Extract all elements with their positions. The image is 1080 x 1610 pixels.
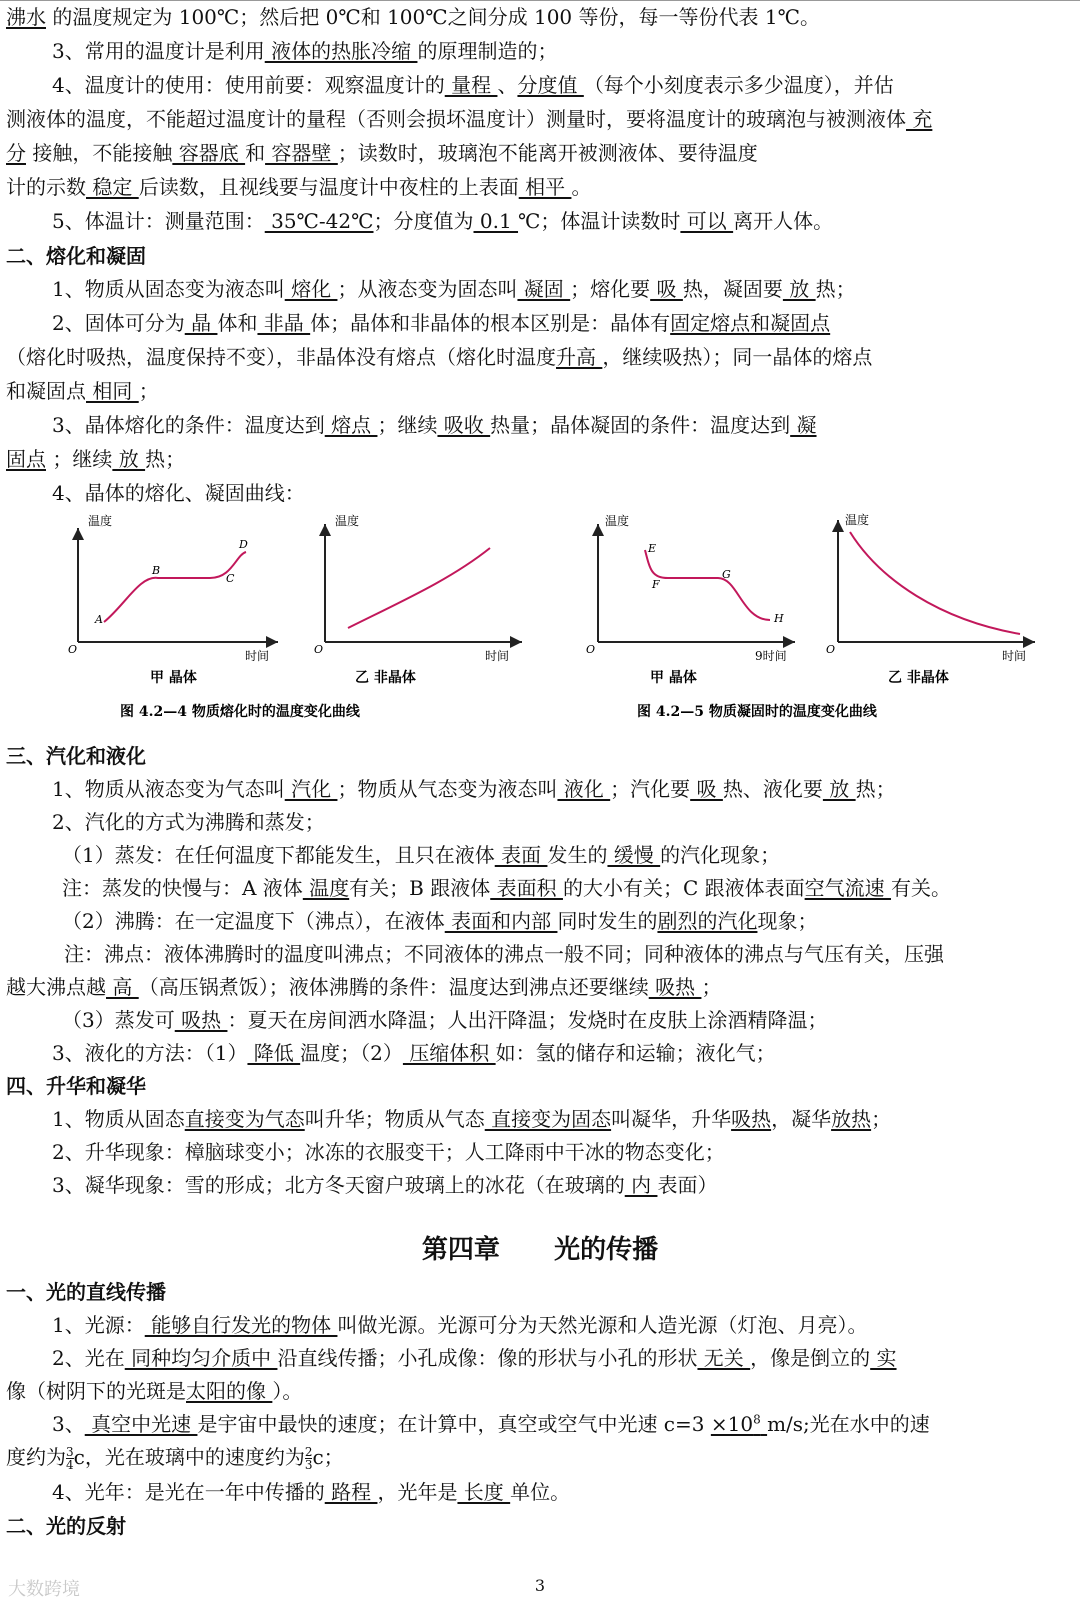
text-segment: 有关。 xyxy=(890,876,951,900)
text-line xyxy=(6,443,1074,475)
fill-blank-answer: 固点 xyxy=(6,447,46,471)
fill-blank-answer: 可以 xyxy=(680,209,734,233)
text-segment: 越大沸点越 xyxy=(6,975,106,999)
text-segment: 热、液化要 xyxy=(722,777,823,801)
fill-blank-answer: 路程 xyxy=(324,1480,378,1504)
text-segment: 3、晶体熔化的条件：温度达到 xyxy=(52,413,325,437)
chart-label: 甲 晶体 xyxy=(150,670,197,686)
fill-blank-answer: 相平 xyxy=(518,175,572,199)
text-segment: 2、升华现象：樟脑球变小；冰冻的衣服变干；人工降雨中干冰的物态变化； xyxy=(52,1140,725,1164)
text-segment: 注：蒸发的快慢与：A 液体 xyxy=(62,876,303,900)
text-line xyxy=(6,69,1074,101)
text-segment: 1、物质从液态变为气态叫 xyxy=(52,777,285,801)
text-segment: （2）沸腾：在一定温度下（沸点），在液体 xyxy=(62,909,445,933)
origin-label: O xyxy=(826,643,836,656)
origin-label: O xyxy=(586,643,596,656)
text-segment: （3）蒸发可 xyxy=(62,1008,175,1032)
text-line xyxy=(6,1169,1074,1201)
chart-label: 乙 非晶体 xyxy=(888,670,949,686)
curve-freeze-crystal xyxy=(645,550,770,620)
text-segment: 的大小有关；C 跟液体表面 xyxy=(562,876,805,900)
fill-blank-answer: 量程 xyxy=(444,73,498,97)
section-heading xyxy=(6,1510,1074,1542)
chart-label: 乙 非晶体 xyxy=(355,670,416,686)
text-line xyxy=(6,137,1074,169)
text-segment: 1、物质从固态 xyxy=(52,1107,185,1131)
fill-blank-answer: 表面积 xyxy=(490,876,563,900)
text-line xyxy=(6,806,1074,838)
section-heading xyxy=(6,740,1074,772)
y-axis-label: 温度 xyxy=(605,514,630,528)
fill-blank-answer: 实 xyxy=(870,1346,897,1370)
fill-blank-answer: 同种均匀介质中 xyxy=(124,1346,278,1370)
text-segment: 注：沸点：液体沸腾时的温度叫沸点；不同液体的沸点一般不同；同种液体的沸点与气压有关，压强 xyxy=(64,942,944,966)
section-heading xyxy=(6,1070,1074,1102)
text-segment: 接触，不能接触 xyxy=(26,141,173,165)
text-segment: （1）蒸发：在任何温度下都能发生，且只在液体 xyxy=(62,843,495,867)
fill-blank-answer: 吸热 xyxy=(648,975,702,999)
curve-freeze-amorphous xyxy=(850,532,1020,634)
section-heading xyxy=(6,240,1074,272)
fill-blank-answer: 压缩体积 xyxy=(402,1041,496,1065)
fill-blank-answer: 分度值 xyxy=(517,73,584,97)
text-segment: 温度；（2） xyxy=(300,1041,403,1065)
text-segment: ，像是倒立的 xyxy=(750,1346,871,1370)
text-line xyxy=(6,971,1074,1003)
text-line xyxy=(6,103,1074,135)
text-line xyxy=(6,273,1074,305)
fill-blank-answer: 晶 xyxy=(184,311,218,335)
fill-blank-answer: 吸热 xyxy=(731,1107,772,1131)
blank: 真空中光速 xyxy=(84,1412,198,1436)
text-segment: ；继续 xyxy=(46,447,113,471)
chart-melt-amorphous xyxy=(314,513,522,686)
point-label-h: H xyxy=(774,612,784,625)
figure-caption-melt: 图 4.2—4 物质熔化时的温度变化曲线 xyxy=(120,704,360,720)
text-line xyxy=(6,872,1074,904)
text-segment: 的温度规定为 100℃；然后把 0℃和 100℃之间分成 100 等份，每一等份代表 1℃。 xyxy=(46,5,820,29)
fill-blank-answer: 充 xyxy=(906,107,933,131)
text-segment: ；从液态变为固态叫 xyxy=(337,277,518,301)
text-segment: 4、光年：是光在一年中传播的 xyxy=(52,1480,325,1504)
text-line xyxy=(6,1309,1074,1341)
origin-label: O xyxy=(68,643,78,656)
fill-blank-answer: 35℃-42℃ xyxy=(264,209,374,233)
fill-blank-answer: 凝 xyxy=(790,413,817,437)
fill-blank-answer: 汽化 xyxy=(284,777,338,801)
text-segment: 3、液化的方法：（1） xyxy=(52,1041,248,1065)
fill-blank-answer: 表面和内部 xyxy=(444,909,558,933)
text-segment: ；分度值为 xyxy=(373,209,474,233)
text-segment: 的原理制造的； xyxy=(417,39,558,63)
text-segment: ；读数时，玻璃泡不能离开被测液体、要待温度 xyxy=(337,141,758,165)
text-segment: ，继续吸热）；同一晶体的熔点 xyxy=(602,345,873,369)
point-label-a: A xyxy=(95,613,103,626)
fill-blank-answer: 无关 xyxy=(697,1346,751,1370)
text-segment: ，光年是 xyxy=(377,1480,458,1504)
text-line xyxy=(6,1037,1074,1069)
text-segment: 表面） xyxy=(657,1173,718,1197)
figure-caption-freeze: 图 4.2—5 物质凝固时的温度变化曲线 xyxy=(637,704,877,720)
text-line xyxy=(6,1476,1074,1508)
x-axis-label: 时间 xyxy=(245,649,270,663)
text-segment: 叫凝华，升华 xyxy=(611,1107,732,1131)
text-segment: 热，凝固要 xyxy=(682,277,783,301)
fill-blank-answer: 沸水 xyxy=(6,5,46,29)
text-segment: 2、汽化的方式为沸腾和蒸发； xyxy=(52,810,325,834)
fill-blank-answer: 液化 xyxy=(557,777,611,801)
fill-blank-answer: 容器底 xyxy=(172,141,246,165)
text-segment: ； xyxy=(701,975,722,999)
text-segment: ℃；体温计读数时 xyxy=(518,209,681,233)
text-segment: 的汽化现象； xyxy=(660,843,781,867)
text-segment: ：夏天在房间洒水降温；人出汗降温；发烧时在皮肤上涂酒精降温； xyxy=(227,1008,828,1032)
fill-blank-answer: 非晶 xyxy=(257,311,311,335)
text-segment: 同时发生的 xyxy=(557,909,658,933)
x-axis-label: 时间 xyxy=(485,649,510,663)
fill-blank-answer: 凝固 xyxy=(517,277,571,301)
fill-blank-answer: 吸热 xyxy=(174,1008,228,1032)
text-line xyxy=(6,205,1074,237)
text-line xyxy=(6,307,1074,339)
text-segment: 离开人体。 xyxy=(733,209,834,233)
text-segment: 4、晶体的熔化、凝固曲线： xyxy=(52,481,305,505)
text-segment: 体；晶体和非晶体的根本区别是：晶体有 xyxy=(310,311,671,335)
y-axis-label: 温度 xyxy=(335,514,360,528)
text-segment: 体和 xyxy=(217,311,258,335)
text-segment: 计的示数 xyxy=(6,175,86,199)
text-segment: 热量；晶体凝固的条件：温度达到 xyxy=(490,413,791,437)
text-segment: 、 xyxy=(497,73,518,97)
text-segment: 5、体温计：测量范围： xyxy=(52,209,265,233)
figure-temperature-curves xyxy=(0,510,1080,735)
chapter-title: 第四章 光的传播 xyxy=(421,1235,659,1265)
blank: $\times 10^8$ xyxy=(710,1412,761,1436)
text-segment: 沿直线传播；小孔成像：像的形状与小孔的形状 xyxy=(277,1346,698,1370)
text-segment: ； xyxy=(138,379,159,403)
fraction: $\frac{2}{3}$ xyxy=(304,1445,313,1472)
fill-blank-answer: 熔化 xyxy=(284,277,338,301)
fill-blank-answer: 相同 xyxy=(86,379,139,403)
text-line xyxy=(6,477,1074,509)
y-axis-label: 温度 xyxy=(88,514,113,528)
fill-blank-answer: 空气流速 xyxy=(804,876,891,900)
text-segment: 3、常用的温度计是利用 xyxy=(52,39,265,63)
text-segment: ，凝华 xyxy=(771,1107,832,1131)
fill-blank-answer: 直接变为固态 xyxy=(484,1107,612,1131)
text-line xyxy=(6,1,1074,33)
fill-blank-answer: 剧烈的汽化 xyxy=(657,909,758,933)
fill-blank-answer: 吸收 xyxy=(437,413,491,437)
text-segment: ；物质从气态变为液态叫 xyxy=(337,777,558,801)
curve-melt-crystal xyxy=(104,552,246,622)
text-segment: 热； xyxy=(815,277,856,301)
text-segment: 二、光的反射 xyxy=(6,1514,126,1538)
fraction: $\frac{3}{4}$ xyxy=(66,1445,74,1472)
x-axis-label: 时间 xyxy=(1002,649,1027,663)
fill-blank-answer: 降低 xyxy=(247,1041,301,1065)
fill-blank-answer: 吸 xyxy=(690,777,723,801)
text-segment: ； xyxy=(871,1107,892,1131)
section-heading xyxy=(6,1276,1074,1308)
text-line xyxy=(6,839,1074,871)
text-line xyxy=(6,1342,1074,1374)
text-segment: 。 xyxy=(571,175,592,199)
text-line-light-speed: 3、 真空中光速 是宇宙中最快的速度；在计算中，真空或空气中光速 $c=3 \times 10^8$ m/s;光在水中的速 xyxy=(52,1412,930,1436)
text-line xyxy=(6,409,1074,441)
fill-blank-answer: 直接变为气态 xyxy=(184,1107,305,1131)
text-line xyxy=(6,171,1074,203)
x-axis-label: 9时间 xyxy=(755,649,787,663)
text-line-light-speed-2: 度约为 $\frac{3}{4}$ c，光在玻璃中的速度约为 $\frac{2}{3}$ c； xyxy=(6,1445,344,1472)
fill-blank-answer: 温度 xyxy=(302,876,350,900)
text-line xyxy=(6,1004,1074,1036)
text-segment: 叫做光源。光源可分为天然光源和人造光源（灯泡、月亮）。 xyxy=(337,1313,868,1337)
fill-blank-answer: 分 xyxy=(6,141,26,165)
text-segment: 如：氢的储存和运输；液化气； xyxy=(495,1041,776,1065)
text-segment: 2、固体可分为 xyxy=(52,311,185,335)
text-line xyxy=(6,341,1074,373)
fill-blank-answer: 稳定 xyxy=(86,175,139,199)
text-segment: 1、光源： xyxy=(52,1313,145,1337)
chart-label: 甲 晶体 xyxy=(650,670,697,686)
chart-freeze-amorphous xyxy=(826,512,1035,686)
fill-blank-answer: 固定熔点和凝固点 xyxy=(670,311,831,335)
watermark-logo: 大数跨境 xyxy=(8,1579,80,1600)
text-segment: 叫升华；物质从气态 xyxy=(304,1107,485,1131)
chart-melt-crystal xyxy=(68,513,278,686)
text-segment: （每个小刻度表示多少温度），并估 xyxy=(583,73,894,97)
origin-label: O xyxy=(314,643,324,656)
text-segment: 发生的 xyxy=(547,843,608,867)
point-label-f: F xyxy=(652,578,660,591)
fill-blank-answer: 长度 xyxy=(457,1480,511,1504)
text-line xyxy=(6,773,1074,805)
fill-blank-answer: 放 xyxy=(782,277,816,301)
text-segment: 有关；B 跟液体 xyxy=(349,876,491,900)
text-segment: ；汽化要 xyxy=(610,777,691,801)
fill-blank-answer: 放热 xyxy=(831,1107,872,1131)
fill-blank-answer: 放 xyxy=(112,447,146,471)
text-line xyxy=(6,905,1074,937)
fill-blank-answer: 熔点 xyxy=(324,413,378,437)
text-segment: 像（树阴下的光斑是 xyxy=(6,1379,186,1403)
point-label-d: D xyxy=(239,538,248,551)
text-line xyxy=(6,375,1074,407)
fill-blank-answer: 高 xyxy=(106,975,139,999)
fill-blank-answer: 太阳的像 xyxy=(186,1379,273,1403)
text-segment: 热； xyxy=(145,447,186,471)
text-segment: 四、升华和凝华 xyxy=(6,1074,146,1098)
text-segment: 热； xyxy=(855,777,896,801)
fill-blank-answer: 缓慢 xyxy=(607,843,661,867)
curve-melt-amorphous xyxy=(348,548,490,628)
text-segment: 二、熔化和凝固 xyxy=(6,244,146,268)
text-line xyxy=(6,938,1074,970)
text-segment: 和 xyxy=(245,141,266,165)
text-line xyxy=(6,1375,1074,1407)
text-segment: 4、温度计的使用：使用前要：观察温度计的 xyxy=(52,73,445,97)
text-segment: ；熔化要 xyxy=(570,277,651,301)
fill-blank-answer: 液体的热胀冷缩 xyxy=(264,39,418,63)
fill-blank-answer: 吸 xyxy=(650,277,683,301)
fill-blank-answer: 容器壁 xyxy=(265,141,338,165)
point-label-e: E xyxy=(648,542,657,555)
fill-blank-answer: 表面 xyxy=(494,843,548,867)
text-segment: ；继续 xyxy=(377,413,438,437)
fill-blank-answer: 能够自行发光的物体 xyxy=(144,1313,338,1337)
text-segment: 测液体的温度，不能超过温度计的量程（否则会损坏温度计）测量时，要将温度计的玻璃泡与被测液体 xyxy=(6,107,906,131)
fill-blank-answer: 放 xyxy=(822,777,856,801)
fill-blank-answer: 内 xyxy=(624,1173,658,1197)
text-segment: （高压锅煮饭）；液体沸腾的条件：温度达到沸点还要继续 xyxy=(138,975,649,999)
text-segment: 单位。 xyxy=(510,1480,571,1504)
point-label-c: C xyxy=(226,572,235,585)
text-segment: 1、物质从固态变为液态叫 xyxy=(52,277,285,301)
chart-freeze-crystal xyxy=(586,513,795,686)
point-label-b: B xyxy=(152,564,161,577)
text-segment: 3、凝华现象：雪的形成；北方冬天窗户玻璃上的冰花（在玻璃的 xyxy=(52,1173,625,1197)
point-label-g: G xyxy=(722,568,731,581)
y-axis-label: 温度 xyxy=(845,513,870,527)
text-line xyxy=(6,35,1074,67)
text-line xyxy=(6,1136,1074,1168)
text-segment: 三、汽化和液化 xyxy=(6,744,146,768)
text-segment: （熔化时吸热，温度保持不变），非晶体没有熔点（熔化时温度 xyxy=(6,345,556,369)
fill-blank-answer: 0.1 xyxy=(473,209,519,233)
text-segment: 一、光的直线传播 xyxy=(6,1280,166,1304)
text-segment: 现象； xyxy=(757,909,818,933)
text-segment: 2、光在 xyxy=(52,1346,125,1370)
text-line xyxy=(6,1103,1074,1135)
page-number: 3 xyxy=(534,1576,546,1595)
text-segment: ）。 xyxy=(272,1379,303,1403)
text-segment: 后读数，且视线要与温度计中夜柱的上表面 xyxy=(138,175,519,199)
fill-blank-answer: 升高 xyxy=(556,345,603,369)
text-segment: 和凝固点 xyxy=(6,379,86,403)
